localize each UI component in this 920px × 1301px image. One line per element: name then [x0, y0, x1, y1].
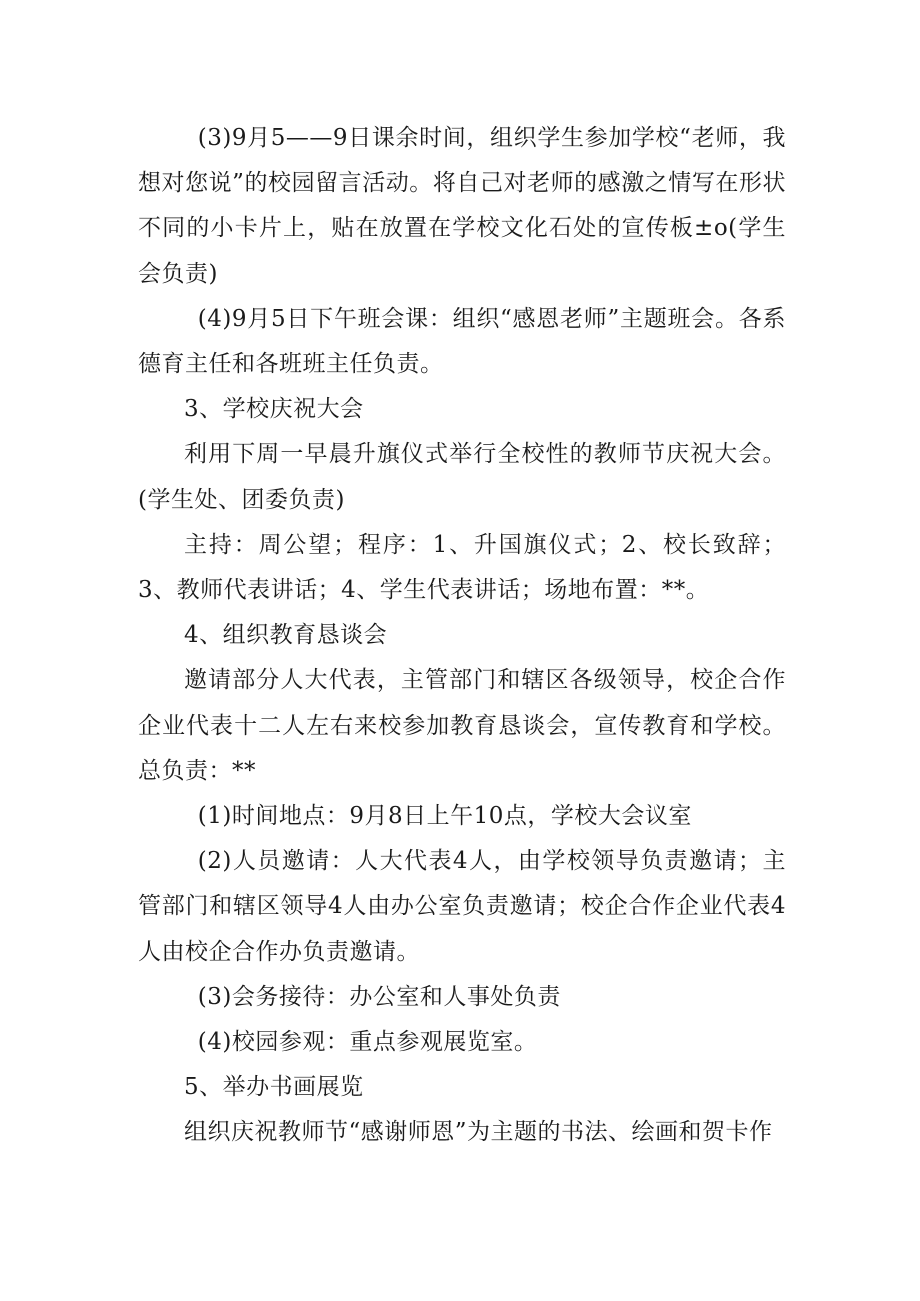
paragraph-item-reception: (3)会务接待：办公室和人事处负责: [197, 983, 561, 1010]
section-heading-5: 5、举办书画展览: [184, 1074, 364, 1101]
paragraph-host-program: 主持：周公望；程序：1、升国旗仪式；2、校长致辞；3、教师代表讲话；4、学生代表讲话；场地布置：**。: [138, 531, 786, 604]
paragraph-art-exhibition: 组织庆祝教师节“感谢师恩”为主题的书法、绘画和贺卡作: [184, 1119, 773, 1146]
paragraph-item-3: (3)9月5——9日课余时间，组织学生参加学校“老师，我想对您说”的校园留言活动。将自己对老师的感激之情写在形状不同的小卡片上，贴在放置在学校文化石处的宣传板±o(学生会负责): [138, 125, 786, 287]
document-body: [138, 116, 786, 1156]
paragraph-item-invitation: (2)人员邀请：人大代表4人，由学校领导负责邀请；主管部门和辖区领导4人由办公室负责邀请；校企合作企业代表4人由校企合作办负责邀请。: [138, 848, 786, 965]
paragraph-invite-representatives: 邀请部分人大代表，主管部门和辖区各级领导，校企合作企业代表十二人左右来校参加教育恳谈会，宣传教育和学校。总负责：**: [138, 667, 786, 784]
paragraph-item-time-place: (1)时间地点：9月8日上午10点，学校大会议室: [197, 803, 692, 830]
paragraph-item-campus-tour: (4)校园参观：重点参观展览室。: [197, 1029, 538, 1056]
section-heading-4: 4、组织教育恳谈会: [184, 622, 388, 649]
section-heading-3: 3、学校庆祝大会: [184, 396, 364, 423]
paragraph-celebration-meeting: 利用下周一早晨升旗仪式举行全校性的教师节庆祝大会。(学生处、团委负责): [138, 441, 786, 513]
paragraph-item-4: (4)9月5日下午班会课：组织“感恩老师”主题班会。各系德育主任和各班班主任负责。: [138, 305, 786, 378]
